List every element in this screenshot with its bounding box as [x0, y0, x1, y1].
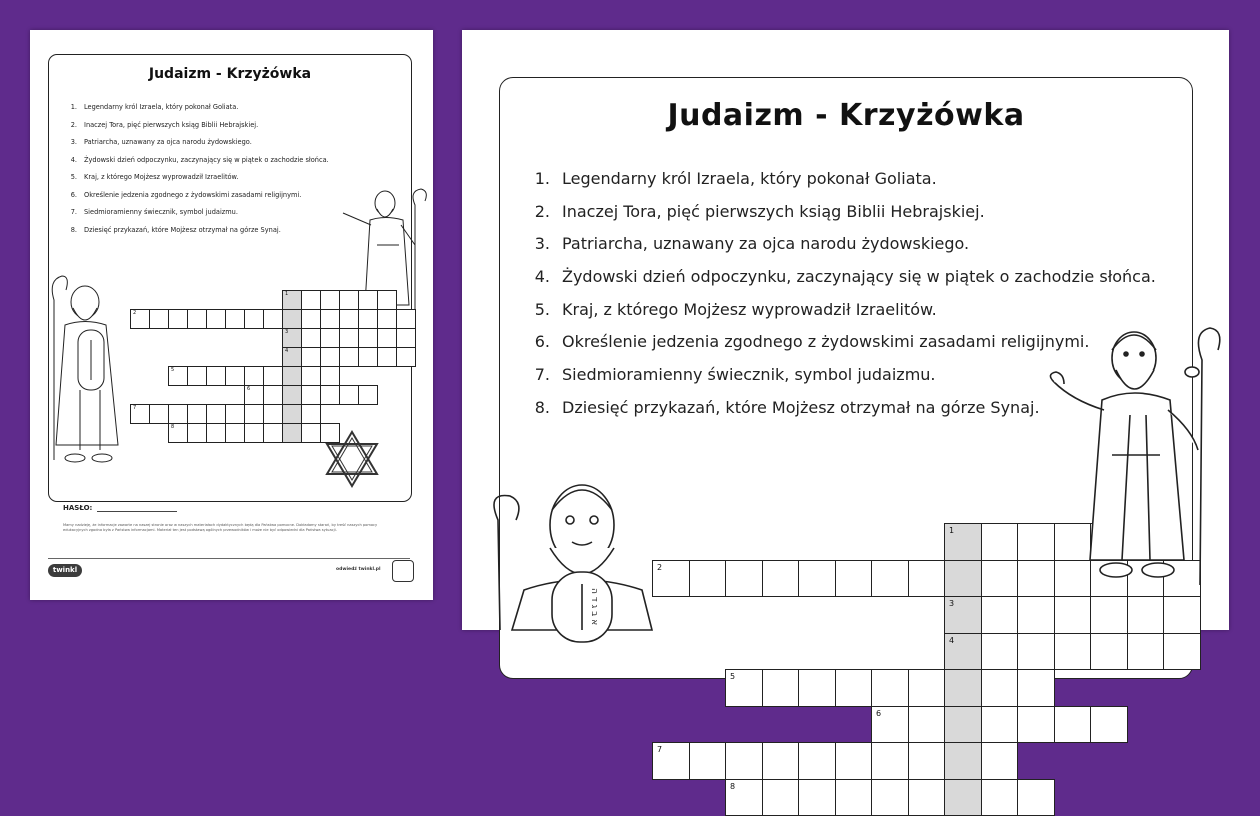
crossword-cell[interactable]: [981, 596, 1019, 634]
crossword-cell[interactable]: [871, 779, 909, 816]
crossword-cell[interactable]: [168, 404, 188, 424]
crossword-cell[interactable]: [244, 385, 264, 405]
crossword-number: 4: [949, 637, 954, 645]
crossword-cell[interactable]: [396, 309, 416, 329]
clue-item: 6. Określenie jedzenia zgodnego z żydowskimi zasadami religijnymi.: [530, 326, 1156, 359]
crossword-cell[interactable]: [339, 385, 359, 405]
crossword-cell[interactable]: [377, 347, 397, 367]
crossword-cell[interactable]: [282, 290, 302, 310]
clue-item: 3. Patriarcha, uznawany za ojca narodu żydowskiego.: [530, 228, 1156, 261]
crossword-cell[interactable]: [282, 366, 302, 386]
clue-item: 3. Patriarcha, uznawany za ojca narodu żydowskiego.: [67, 134, 329, 152]
crossword-cell[interactable]: [908, 742, 946, 780]
crossword-cell[interactable]: [263, 366, 283, 386]
crossword-cell[interactable]: [244, 423, 264, 443]
crossword-cell[interactable]: [871, 706, 909, 744]
badge-icon: [392, 560, 414, 582]
crossword-cell[interactable]: [168, 309, 188, 329]
crossword-cell[interactable]: [1017, 633, 1055, 671]
visit-link[interactable]: odwiedź twinkl.pl: [336, 567, 381, 572]
crossword-cell[interactable]: [1090, 596, 1128, 634]
crossword-cell[interactable]: [689, 742, 727, 780]
clue-item: 4. Żydowski dzień odpoczynku, zaczynający się w piątek o zachodzie słońca.: [67, 152, 329, 170]
crossword-number: 7: [133, 406, 136, 411]
crossword-cell[interactable]: [263, 404, 283, 424]
crossword-cell[interactable]: [762, 560, 800, 598]
clue-item: 5. Kraj, z którego Mojżesz wyprowadził Izraelitów.: [530, 294, 1156, 327]
crossword-cell[interactable]: [225, 309, 245, 329]
worksheet-title: Judaizm - Krzyżówka: [500, 98, 1192, 133]
crossword-number: 2: [133, 311, 136, 316]
star-of-david-icon: [322, 428, 382, 490]
disclaimer-text: Mamy nadzieję, że informacje zawarte na naszej stronie oraz w naszych materiałach dydaktycznych będą dla Państwa pomocne. Dokładamy starań, by treść naszych pomocy edukacyjnych zgodna była z Państwa informacjami. Materiał ten jest podstawą ogólnych przewodników i może nie być odpowiedni dla Państwa sytuacji.: [63, 523, 403, 533]
crossword-cell[interactable]: [1017, 669, 1055, 707]
crossword-cell[interactable]: [762, 779, 800, 816]
crossword-cell[interactable]: [1090, 633, 1128, 671]
crossword-cell[interactable]: [981, 742, 1019, 780]
twinkl-logo: twinkl: [48, 564, 82, 577]
clue-item: 7. Siedmioramienny świecznik, symbol judaizmu.: [67, 204, 329, 222]
crossword-cell[interactable]: [762, 742, 800, 780]
crossword-cell[interactable]: [798, 669, 836, 707]
crossword-number: 4: [285, 349, 288, 354]
crossword-cell[interactable]: [725, 560, 763, 598]
crossword-cell[interactable]: [871, 742, 909, 780]
crossword-cell[interactable]: [1163, 596, 1201, 634]
crossword-cell[interactable]: [358, 347, 378, 367]
crossword-cell[interactable]: [282, 309, 302, 329]
crossword-cell[interactable]: [944, 742, 982, 780]
crossword-number: 1: [285, 292, 288, 297]
crossword-cell[interactable]: [225, 366, 245, 386]
crossword-cell[interactable]: [1054, 596, 1092, 634]
crossword-cell[interactable]: [130, 309, 150, 329]
moses-illustration: [40, 270, 130, 470]
crossword-cell[interactable]: [282, 347, 302, 367]
crossword-number: 3: [285, 330, 288, 335]
prophet-illustration: [1042, 320, 1227, 590]
crossword-cell[interactable]: [339, 347, 359, 367]
crossword-cell[interactable]: [871, 669, 909, 707]
crossword-cell[interactable]: [1017, 779, 1055, 816]
crossword-cell[interactable]: [981, 560, 1019, 598]
crossword-cell[interactable]: [339, 309, 359, 329]
crossword-cell[interactable]: [282, 328, 302, 348]
crossword-cell[interactable]: [944, 633, 982, 671]
crossword-cell[interactable]: [301, 385, 321, 405]
clue-item: 8. Dziesięć przykazań, które Mojżesz otrzymał na górze Synaj.: [530, 392, 1156, 425]
crossword-cell[interactable]: [130, 404, 150, 424]
clue-item: 7. Siedmioramienny świecznik, symbol judaizmu.: [530, 359, 1156, 392]
crossword-cell[interactable]: [320, 290, 340, 310]
crossword-number: 5: [171, 368, 174, 373]
crossword-cell[interactable]: [944, 596, 982, 634]
crossword-cell[interactable]: [358, 385, 378, 405]
crossword-cell[interactable]: [301, 366, 321, 386]
crossword-cell[interactable]: [320, 366, 340, 386]
crossword-cell[interactable]: [377, 309, 397, 329]
crossword-cell[interactable]: [263, 309, 283, 329]
crossword-cell[interactable]: [725, 742, 763, 780]
crossword-cell[interactable]: [301, 423, 321, 443]
crossword-cell[interactable]: [944, 560, 982, 598]
crossword-cell[interactable]: [871, 560, 909, 598]
crossword-cell[interactable]: [798, 779, 836, 816]
clue-list: [67, 99, 329, 239]
clue-item: 1. Legendarny król Izraela, który pokonał Goliata.: [530, 163, 1156, 196]
crossword-cell[interactable]: [981, 523, 1019, 561]
clue-item: 4. Żydowski dzień odpoczynku, zaczynający się w piątek o zachodzie słońca.: [530, 261, 1156, 294]
crossword-number: 2: [657, 564, 662, 572]
crossword-number: 7: [657, 746, 662, 754]
crossword-number: 6: [247, 387, 250, 392]
crossword-cell[interactable]: [187, 404, 207, 424]
moses-illustration: [472, 480, 672, 630]
crossword-number: 6: [876, 710, 881, 718]
crossword-cell[interactable]: [377, 328, 397, 348]
clue-item: 2. Inaczej Tora, pięć pierwszych ksiąg Biblii Hebrajskiej.: [530, 196, 1156, 229]
clue-item: 5. Kraj, z którego Mojżesz wyprowadził Izraelitów.: [67, 169, 329, 187]
crossword-cell[interactable]: [282, 404, 302, 424]
crossword-cell[interactable]: [1163, 633, 1201, 671]
crossword-number: 5: [730, 673, 735, 681]
crossword-cell[interactable]: [225, 423, 245, 443]
crossword-cell[interactable]: [981, 706, 1019, 744]
crossword-cell[interactable]: [944, 706, 982, 744]
crossword-cell[interactable]: [206, 366, 226, 386]
crossword-cell[interactable]: [358, 290, 378, 310]
clue-item: 2. Inaczej Tora, pięć pierwszych ksiąg Biblii Hebrajskiej.: [67, 117, 329, 135]
crossword-cell[interactable]: [835, 669, 873, 707]
crossword-cell[interactable]: [835, 779, 873, 816]
crossword-cell[interactable]: [187, 423, 207, 443]
crossword-cell[interactable]: [377, 290, 397, 310]
crossword-cell[interactable]: [981, 779, 1019, 816]
crossword-cell[interactable]: [358, 309, 378, 329]
crossword-cell[interactable]: [1054, 706, 1092, 744]
crossword-cell[interactable]: [908, 669, 946, 707]
clue-item: 8. Dziesięć przykazań, które Mojżesz otrzymał na górze Synaj.: [67, 222, 329, 240]
crossword-cell[interactable]: [244, 404, 264, 424]
crossword-cell[interactable]: [944, 523, 982, 561]
crossword-cell[interactable]: [149, 404, 169, 424]
crossword-number: 8: [730, 783, 735, 791]
crossword-cell[interactable]: [981, 669, 1019, 707]
crossword-cell[interactable]: [944, 669, 982, 707]
crossword-cell[interactable]: [396, 347, 416, 367]
crossword-cell[interactable]: [301, 347, 321, 367]
crossword-cell[interactable]: [725, 669, 763, 707]
crossword-cell[interactable]: [320, 347, 340, 367]
crossword-cell[interactable]: [944, 779, 982, 816]
crossword-cell[interactable]: [225, 404, 245, 424]
crossword-cell[interactable]: [981, 633, 1019, 671]
crossword-cell[interactable]: [358, 328, 378, 348]
crossword-cell[interactable]: [263, 385, 283, 405]
crossword-cell[interactable]: [149, 309, 169, 329]
crossword-cell[interactable]: [206, 404, 226, 424]
crossword-number: 8: [171, 425, 174, 430]
crossword-cell[interactable]: [206, 423, 226, 443]
crossword-cell[interactable]: [1017, 706, 1055, 744]
crossword-cell[interactable]: [244, 309, 264, 329]
tablet-letters: א ב ג ד ה: [589, 588, 599, 625]
worksheet-thumbnail[interactable]: [30, 30, 433, 600]
crossword-cell[interactable]: [282, 423, 302, 443]
crossword-cell[interactable]: [320, 309, 340, 329]
crossword-cell[interactable]: [725, 779, 763, 816]
crossword-cell[interactable]: [320, 328, 340, 348]
footer-divider: [48, 558, 410, 559]
answer-field[interactable]: HASŁO:: [63, 504, 177, 512]
crossword-cell[interactable]: [168, 366, 188, 386]
crossword-cell[interactable]: [244, 366, 264, 386]
crossword-cell[interactable]: [282, 385, 302, 405]
crossword-cell[interactable]: [1127, 633, 1165, 671]
crossword-cell[interactable]: [689, 560, 727, 598]
clue-item: 6. Określenie jedzenia zgodnego z żydowskimi zasadami religijnymi.: [67, 187, 329, 205]
worksheet-zoomed[interactable]: [462, 30, 1229, 630]
crossword-cell[interactable]: [187, 309, 207, 329]
crossword-cell[interactable]: [1090, 706, 1128, 744]
crossword-cell[interactable]: [339, 290, 359, 310]
crossword-cell[interactable]: [301, 309, 321, 329]
crossword-cell[interactable]: [835, 742, 873, 780]
crossword-cell[interactable]: [1054, 633, 1092, 671]
crossword-cell[interactable]: [301, 404, 321, 424]
clue-item: 1. Legendarny król Izraela, który pokonał Goliata.: [67, 99, 329, 117]
crossword-cell[interactable]: [168, 423, 188, 443]
crossword-cell[interactable]: [206, 309, 226, 329]
crossword-cell[interactable]: [835, 560, 873, 598]
crossword-cell[interactable]: [798, 742, 836, 780]
crossword-cell[interactable]: [339, 328, 359, 348]
crossword-cell[interactable]: [798, 560, 836, 598]
crossword-cell[interactable]: [908, 560, 946, 598]
crossword-cell[interactable]: [908, 706, 946, 744]
crossword-cell[interactable]: [908, 779, 946, 816]
crossword-cell[interactable]: [1127, 596, 1165, 634]
crossword-cell[interactable]: [301, 290, 321, 310]
crossword-cell[interactable]: [652, 742, 690, 780]
crossword-cell[interactable]: [187, 366, 207, 386]
crossword-cell[interactable]: [263, 423, 283, 443]
crossword-number: 3: [949, 600, 954, 608]
crossword-cell[interactable]: [1017, 596, 1055, 634]
worksheet-title: Judaizm - Krzyżówka: [49, 66, 411, 82]
crossword-cell[interactable]: [762, 669, 800, 707]
crossword-cell[interactable]: [301, 328, 321, 348]
crossword-number: 1: [949, 527, 954, 535]
crossword-cell[interactable]: [396, 328, 416, 348]
crossword-cell[interactable]: [320, 385, 340, 405]
